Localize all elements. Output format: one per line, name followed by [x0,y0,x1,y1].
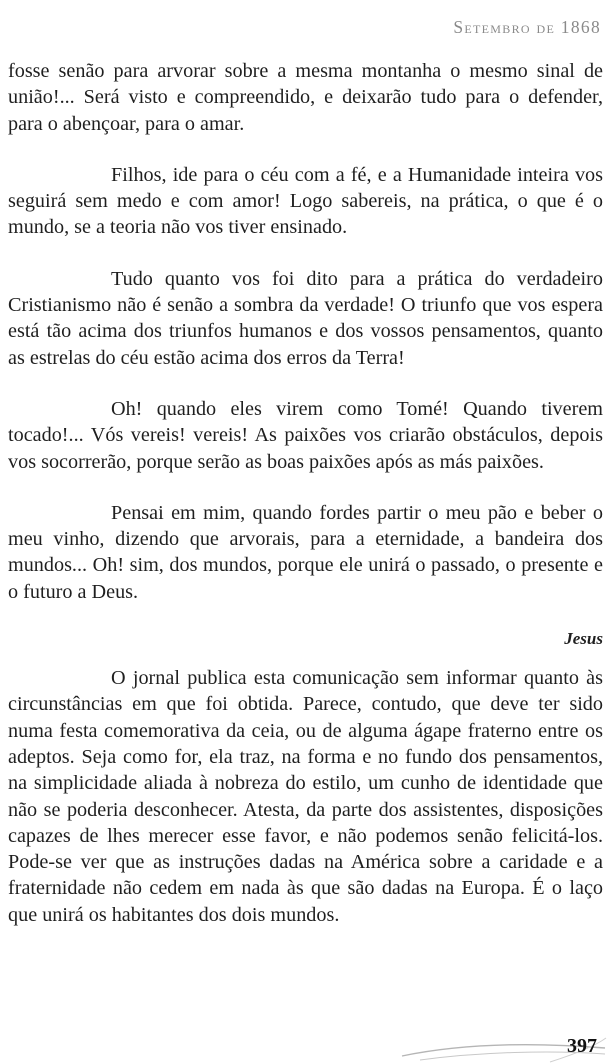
signature: Jesus [564,629,603,649]
running-head: Setembro de 1868 [453,17,601,37]
commentary-paragraph: O jornal publica esta comunicação sem informar quanto às circunstâncias em que foi obtida. Parece, contudo, que deve ter sido numa festa comemorativa da ceia, ou de alguma ágape fraterno entre os adeptos. Seja como for, ela traz, na forma e no fundo dos pensamentos, na simplicidade aliada à nobreza do estilo, um cunho de identidade que não se poderia desconhecer. Atesta, da parte dos assistentes, disposições capazes de lhes merecer esse favor, e não podemos senão felicitá-los. Pode-se ver que as instruções dadas na América sobre a caridade e a fraternidade não cedem em nada às que são dadas na Europa. É o laço que unirá os habitantes dos dois mundos. [8,667,603,926]
paragraph: Filhos, ide para o céu com a fé, e a Humanidade inteira vos seguirá sem medo e com amor! Logo sabereis, na prática, o que é o mundo, se a teoria não vos tiver ensinado. [8,163,603,239]
paragraph: Pensai em mim, quando fordes partir o meu pão e beber o meu vinho, dizendo que arvorais, para a eternidade, a bandeira dos mundos... Oh! sim, dos mundos, porque ele unirá o passado, o presente e o futuro a Deus. [8,501,603,603]
paragraph-continuation: fosse senão para arvorar sobre a mesma montanha o mesmo sinal de união!... Será visto e compreendido, e deixarão tudo para o defender, para o abençoar, para o amar. [8,60,603,135]
page-number: 397 [567,1035,597,1057]
paragraph: Oh! quando eles virem como Tomé! Quando tiverem tocado!... Vós vereis! vereis! As paixões vos criarão obstáculos, depois vos socorrerão, porque serão as boas paixões após as más paixões. [8,397,603,473]
body-text [8,58,603,928]
book-page [8,0,603,1064]
paragraph: Tudo quanto vos foi dito para a prática do verdadeiro Cristianismo não é senão a sombra da verdade! O triunfo que vos espera está tão acima dos triunfos humanos e dos vossos pensamentos, quanto as estrelas do céu estão acima dos erros da Terra! [8,267,603,369]
